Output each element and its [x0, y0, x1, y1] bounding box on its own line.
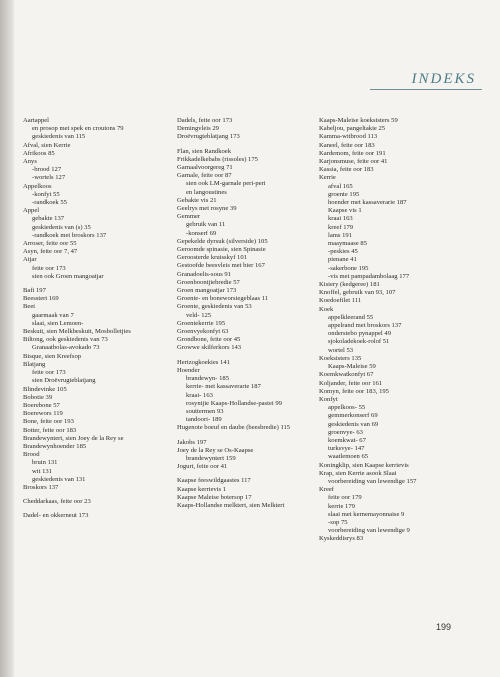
index-subentry: appelkoos- 55	[328, 404, 366, 412]
index-entry: Beet	[23, 303, 36, 311]
index-entry: Kyskeddisrys 83	[319, 535, 364, 543]
index-subentry: veld- 125	[186, 311, 212, 319]
index-subentry: wortel 53	[328, 346, 354, 354]
index-header	[370, 66, 482, 94]
index-subentry: gaarmaak van 7	[32, 311, 74, 319]
index-subentry: tandoori- 189	[186, 416, 222, 424]
index-subentry: groenvye- 63	[328, 428, 363, 436]
index-entry: Blatjang	[23, 360, 46, 368]
index-entry: Koeksisters 135	[319, 354, 362, 362]
index-subentry: -konfyt 55	[32, 190, 60, 198]
index-subentry: -wortels 127	[32, 174, 66, 182]
index-entry: Kamma-witbrood 113	[319, 133, 378, 141]
index-subentry: lams 191	[328, 231, 352, 239]
index-entry: Boerewors 119	[23, 410, 63, 418]
index-subentry: hoender met kassaverarie 187	[328, 199, 407, 207]
index-entry: Gestoofde beesvleis met bier 167	[177, 262, 265, 270]
index-entry: Asyn, feite oor 7, 47	[23, 248, 78, 256]
index-column-2	[177, 117, 307, 510]
index-entry: Afval, sien Kerrie	[23, 141, 71, 149]
index-entry: Frikkadelkebabs (rissoles) 175	[177, 155, 258, 163]
index-entry: Kabeljou, pangeltakie 25	[319, 125, 386, 133]
index-subentry: voorbereiding van lewendige 9	[328, 527, 410, 535]
index-entry: Kaapse Maleise botersop 17	[177, 493, 252, 501]
index-subentry: gemmerkonserf 69	[328, 412, 378, 420]
index-entry: Kardemom, feite oor 191	[319, 149, 386, 157]
index-entry: Koedoefilet 111	[319, 297, 362, 305]
index-entry: Afrikoos 85	[23, 149, 55, 157]
index-subentry: kerrie- met kassaverarie 187	[186, 383, 261, 391]
index-subentry: brandewyntert 159	[186, 454, 236, 462]
index-entry: Komyn, feite oor 183, 195	[319, 387, 389, 395]
index-subentry: feite oor 179	[328, 494, 362, 502]
header-rule	[370, 89, 482, 90]
index-entry: Cheddarkaas, feite oor 23	[23, 498, 91, 506]
index-entry: Anys	[23, 158, 37, 166]
index-subentry: geskiedenis van 131	[32, 475, 86, 483]
book-spine-shadow	[0, 0, 14, 677]
index-subentry: sien Droëvrugteblatjang	[32, 377, 96, 385]
index-entry: Groenvyekonfyt 63	[177, 328, 229, 336]
index-subentry: waatlemoen 65	[328, 453, 369, 461]
index-subentry: brandewyn- 185	[186, 375, 230, 383]
index-entry: Koljander, feite oor 161	[319, 379, 383, 387]
index-subentry: en langoustines	[186, 188, 227, 196]
index-title: INDEKS	[411, 71, 476, 87]
index-subentry: geskiedenis van 69	[328, 420, 379, 428]
index-subentry: pienane 41	[328, 256, 357, 264]
index-subentry: -randkoek 55	[32, 199, 67, 207]
index-subentry: -sop 75	[328, 518, 348, 526]
index-entry: Joey de la Rey se Os-Kaapse	[177, 446, 254, 454]
index-subentry: feite oor 173	[32, 369, 66, 377]
index-subentry: geskiedenis van 115	[32, 133, 86, 141]
index-entry: Karjonsmuse, feite oor 41	[319, 158, 388, 166]
index-column-1	[23, 117, 153, 521]
index-entry: Kerrie	[319, 174, 336, 182]
index-subentry: voorbereiding van lewendige 157	[328, 477, 417, 485]
index-subentry: gebruik van 11	[186, 221, 226, 229]
index-subentry: Kaapse vis 1	[328, 207, 362, 215]
index-entry: Growwe skilferkors 143	[177, 344, 242, 352]
index-entry: Appel	[23, 207, 40, 215]
index-entry: Groentekerrie 195	[177, 319, 226, 327]
index-subentry: Granaatbolas-avokado 73	[32, 344, 100, 352]
index-entry: Bisque, sien Kreefsop	[23, 352, 82, 360]
index-entry: Kassia, feite oor 183	[319, 166, 374, 174]
index-subentry: en prosop met spek en croutons 79	[32, 125, 124, 133]
index-entry: Geroomde spinasie, sien Spinasie	[177, 246, 266, 254]
index-entry: Kaaps-Hollandse melktert, sien Melktert	[177, 501, 285, 509]
index-subentry: feite oor 173	[32, 264, 66, 272]
index-entry: Dadels, feite oor 173	[177, 117, 233, 124]
index-entry: Grondbone, feite oor 45	[177, 336, 241, 344]
index-entry: Aartappel	[23, 117, 49, 124]
index-subentry: sien ook Groen mangoatjar	[32, 272, 104, 280]
index-subentry: slaai, sien Lemoen-	[32, 319, 84, 327]
index-subentry: -konserf 69	[186, 229, 217, 237]
index-entry: Knoffel, gebruik van 93, 107	[319, 289, 396, 297]
index-subentry: sjokoladekoek-rolof 51	[328, 338, 390, 346]
index-column-3	[319, 117, 459, 544]
index-subentry: onderstebo pynappel 49	[328, 330, 391, 338]
index-subentry: koemkwat- 67	[328, 436, 366, 444]
index-subentry: -randkoek met broskors 137	[32, 231, 107, 239]
index-entry: Geroosterde kruisskyf 101	[177, 254, 247, 262]
index-subentry: kraai 163	[328, 215, 353, 223]
index-entry: Kaapse kerrievis 1	[177, 485, 227, 493]
index-subentry: souttermen 93	[186, 407, 224, 415]
index-entry: Beesstert 169	[23, 295, 59, 303]
page-number: 199	[436, 622, 452, 632]
index-subentry: bruin 131	[32, 459, 58, 467]
index-subentry: gebakte 137	[32, 215, 65, 223]
index-entry: Koningklip, sien Kaapse kerrievis	[319, 461, 409, 469]
index-entry: Kaapse feeswildgaastes 117	[177, 477, 251, 485]
index-subentry: wit 131	[32, 467, 52, 475]
index-entry: Garnale, feite oor 87	[177, 172, 232, 180]
index-entry: Brood	[23, 451, 40, 459]
index-entry: Gemmer	[177, 213, 201, 221]
index-entry: Broskors 137	[23, 483, 59, 491]
index-entry: Botter, feite oor 183	[23, 426, 77, 434]
index-entry: Bobotie 39	[23, 393, 53, 401]
index-entry: Droëvrugteblatjang 173	[177, 133, 240, 141]
index-entry: Geelrys met rosyne 39	[177, 205, 237, 213]
index-entry: Koemkwatkonfyt 67	[319, 371, 374, 379]
index-subentry: rosyntjie Kaaps-Hollandse-pastei 99	[186, 399, 282, 407]
index-entry: Brandewynhoender 185	[23, 442, 87, 450]
index-subentry: afval 165	[328, 182, 353, 190]
index-entry: Gebakte vis 21	[177, 196, 217, 204]
index-entry: Jakobs 197	[177, 438, 207, 446]
index-entry: Gepekelde dyrsuk (silverside) 105	[177, 237, 268, 245]
index-subentry: -vis met pampadambolaag 177	[328, 272, 410, 280]
index-entry: Appelkoos	[23, 182, 52, 190]
index-subentry: -peskies 45	[328, 248, 358, 256]
index-subentry: maaymaase 85	[328, 240, 367, 248]
index-entry: Kisiery (kedgeree) 181	[319, 281, 380, 289]
index-entry: Groente, geskiedenis van 53	[177, 303, 252, 311]
index-entry: Garnaalvoorgereg 71	[177, 164, 233, 172]
index-entry: Biltong, ook geskiedenis van 73	[23, 336, 108, 344]
index-entry: Hertzogkoekies 141	[177, 358, 230, 366]
index-subentry: sien ook LM-garnale peri-peri	[186, 180, 266, 188]
index-entry: Atjar	[23, 256, 37, 264]
index-entry: Beskuit, sien Melkbeskuit, Mosbolletjies	[23, 328, 131, 336]
index-entry: Flan, sien Randkoek	[177, 147, 232, 155]
index-entry: Jogurt, feite oor 41	[177, 463, 228, 471]
index-entry: Koek	[319, 305, 334, 313]
index-entry: Bone, feite oor 193	[23, 418, 74, 426]
index-entry: Kaneel, feite oor 183	[319, 141, 375, 149]
index-entry: Bafi 197	[23, 287, 46, 295]
index-entry: Dadel- en okkerneut 173	[23, 512, 89, 520]
index-subentry: appelrand met broskors 137	[328, 322, 402, 330]
index-entry: Krap, sien Kerrie asook Slaai	[319, 469, 397, 477]
index-entry: Hugenote boeuf en daube (beesbredie) 115	[177, 424, 291, 432]
index-subentry: Kaaps-Maleise 59	[328, 363, 376, 371]
index-subentry: geskiedenis van (s) 35	[32, 223, 91, 231]
index-entry: Konfyt	[319, 395, 338, 403]
index-subentry: -brood 127	[32, 166, 62, 174]
index-subentry: groente 195	[328, 190, 360, 198]
index-entry: Arroser, feite oor 55	[23, 240, 77, 248]
index-entry: Groenboontjiebredie 57	[177, 278, 240, 286]
index-entry: Kaaps-Maleise koeksisters 59	[319, 117, 398, 124]
index-subentry: kreef 179	[328, 223, 354, 231]
index-entry: Groente- en boneworsiegeblaas 11	[177, 295, 269, 303]
index-subentry: kraai- 163	[186, 391, 213, 399]
index-entry: Granadoelis-sous 91	[177, 270, 232, 278]
index-entry: Kreef	[319, 486, 335, 494]
index-entry: Groen mangoatjar 173	[177, 287, 237, 295]
index-entry: Brandewyntert, sien Joey de la Rey se	[23, 434, 124, 442]
index-subentry: slaai met kernemayonnaise 9	[328, 510, 405, 518]
index-entry: Demingvleis 29	[177, 125, 219, 133]
index-subentry: kerrie 179	[328, 502, 355, 510]
index-subentry: turksvye- 147	[328, 445, 365, 453]
index-entry: Blindevinke 105	[23, 385, 67, 393]
index-subentry: -sakerbone 195	[328, 264, 369, 272]
index-subentry: appelkleerand 55	[328, 313, 374, 321]
index-entry: Boerebone 57	[23, 401, 60, 409]
index-entry: Hoender	[177, 366, 200, 374]
